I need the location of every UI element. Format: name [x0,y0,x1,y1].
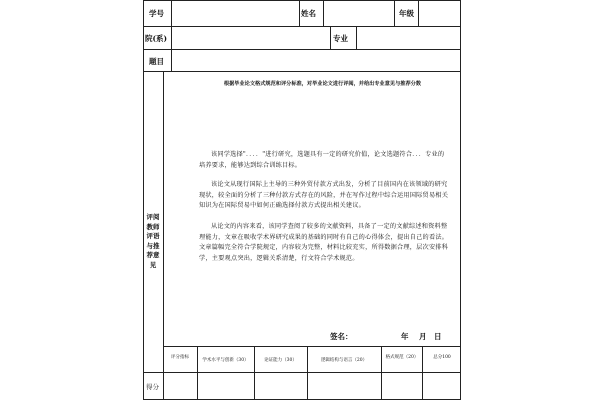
score-label: 得分 [146,383,159,391]
table-divider [299,0,300,26]
table-divider [143,49,461,50]
criterion-format: 格式规范（20） [385,355,419,360]
table-divider [171,0,172,71]
name-label: 姓名 [301,9,316,18]
criterion-academic: 学术水平与创新（30） [202,358,249,363]
table-divider [323,0,324,26]
table-divider [422,346,423,400]
table-divider [163,346,461,347]
student-id-label: 学号 [149,9,164,18]
grade-label: 年级 [399,9,414,18]
review-form [143,0,461,400]
table-divider [197,346,198,400]
title-label: 题目 [149,57,164,66]
table-divider [381,346,382,400]
criterion-logic: 逻辑结构与语言（20） [320,358,368,363]
table-border-left [143,0,144,400]
table-border-top [143,0,461,1]
table-divider [143,71,461,72]
review-intro: 根据毕业论文格式规范和评分标准，对毕业论文进行评阅，并给出专业意见与推荐分数 [223,81,422,87]
signature-label: 签名： [330,332,353,341]
review-section-label: 评阅教师评语与推荐意见 [146,213,160,269]
review-paragraph: 该同学选择"．．．．"进行研究，选题具有一定的研究价值，论文选题符合．．．专业的培养要求，能够达到综合训练目标。 [199,151,445,169]
table-divider [330,26,331,49]
table-divider [143,26,461,27]
major-label: 专业 [333,34,348,43]
day-label: 日 [434,332,442,341]
table-divider [143,372,461,373]
review-paragraph: 该论文从现行国际上主导的三种外贸付款方式出发，分析了目前国内在该领域的研究现状，较全面的分析了三种付款方式存在的风险，并在写作过程中综合运用国际贸易相关知识为在国际贸易中如何正确选择付款方式提出相关建议。 [199,181,449,209]
criterion-total: 总分100 [433,355,451,360]
table-divider [356,26,357,49]
table-border-right [460,0,461,400]
department-label: 院(系) [145,34,168,43]
year-label: 年 [401,332,409,341]
table-divider [394,0,395,26]
table-divider [307,346,308,400]
table-divider [418,0,419,26]
criterion-argument: 论证能力（30） [264,358,297,363]
score-index-label: 评分指标 [171,355,189,360]
table-divider [163,71,164,400]
review-paragraph: 从论文的内容来看，该同学查阅了较多的文献资料，具备了一定的文献综述和资料整理能力，文章在吸收学术界研究成果的基础的同时有自己的心得体会，提出自己的看法。文章篇幅完全符合学院规定，内容较为完整，材料比较充实，所得数据合理，层次安排科学，主要观点突出，逻辑关系清楚，行文符合学术规范。 [199,223,449,262]
table-divider [254,346,255,400]
month-label: 月 [419,332,427,341]
